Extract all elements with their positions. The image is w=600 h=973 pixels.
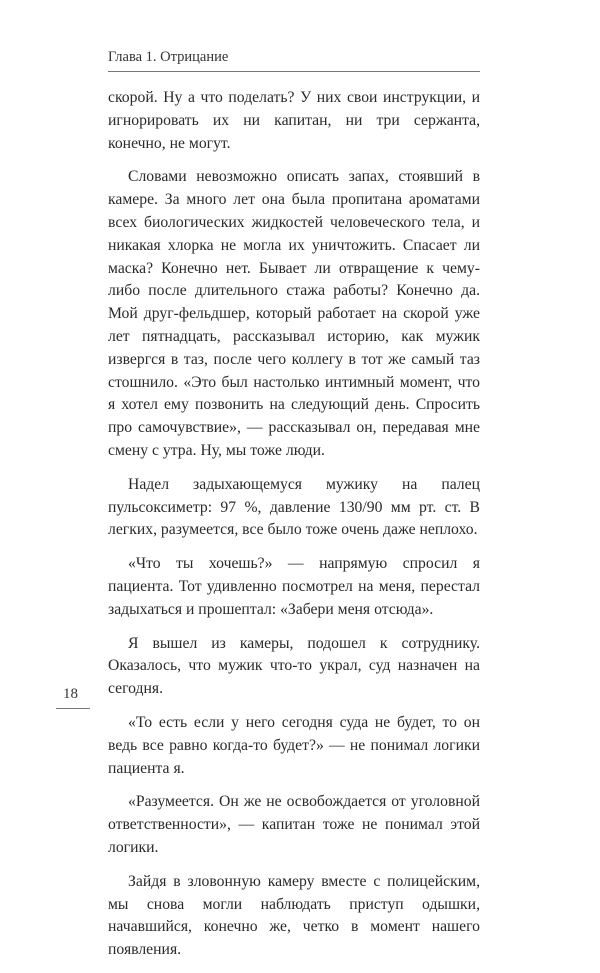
paragraph: «Что ты хочешь?» — напрямую спросил я пациента. Тот удивленно посмотрел на меня, перестал задыхаться и прошептал: «Забери меня отсюда». bbox=[108, 555, 480, 618]
footer-rule bbox=[56, 708, 90, 709]
body-text bbox=[108, 87, 480, 973]
paragraph: Зайдя в зловонную камеру вместе с полицейским, мы снова могли наблюдать приступ одышки, начавшийся, конечно же, четко в момент нашего появления. bbox=[108, 872, 480, 959]
paragraph: «То есть если у него сегодня суда не будет, то он ведь все равно когда-то будет?» — не понимал логики пациента я. bbox=[108, 713, 480, 777]
paragraph: «Разумеется. Он же не освобождается от уголовной ответственности», — капитан тоже не понимал этой логики. bbox=[108, 793, 480, 856]
running-title: Глава 1. Отрицание bbox=[108, 49, 229, 65]
paragraph: Я вышел из камеры, подошел к сотруднику. Оказалось, что мужик что-то украл, суд назначен на сегодня. bbox=[108, 634, 480, 698]
paragraph: Надел задыхающемуся мужику на палец пульсоксиметр: 97 %, давление 130/90 мм рт. ст. В легких, разумеется, все было тоже очень даже неплохо. bbox=[108, 475, 480, 539]
header-rule bbox=[108, 71, 480, 72]
paragraph: скорой. Ну а что поделать? У них свои инструкции, и игнорировать их ни капитан, ни три сержанта, конечно, не могут. bbox=[108, 89, 480, 152]
page-number: 18 bbox=[63, 686, 78, 702]
paragraph: Словами невозможно описать запах, стоявший в камере. За много лет она была пропитана ароматами всех биологических жидкостей человеческого тела, и никакая хлорка не могла их уничтожить. Спасает ли маска? Конечно нет. Бывает ли отвращение к чему-либо после длительного стажа работы? Конечно да. Мой друг-фельдшер, который работает на скорой уже лет пятнадцать, рассказывал историю, как мужик извергся в таз, после чего коллегу в тот же самый таз стошнило. «Это был настолько интимный момент, что я хотел ему позвонить на следующий день. Спросить про самочувствие», — рассказывал он, передавая мне смену с утра. Ну, мы тоже люди. bbox=[108, 168, 480, 459]
